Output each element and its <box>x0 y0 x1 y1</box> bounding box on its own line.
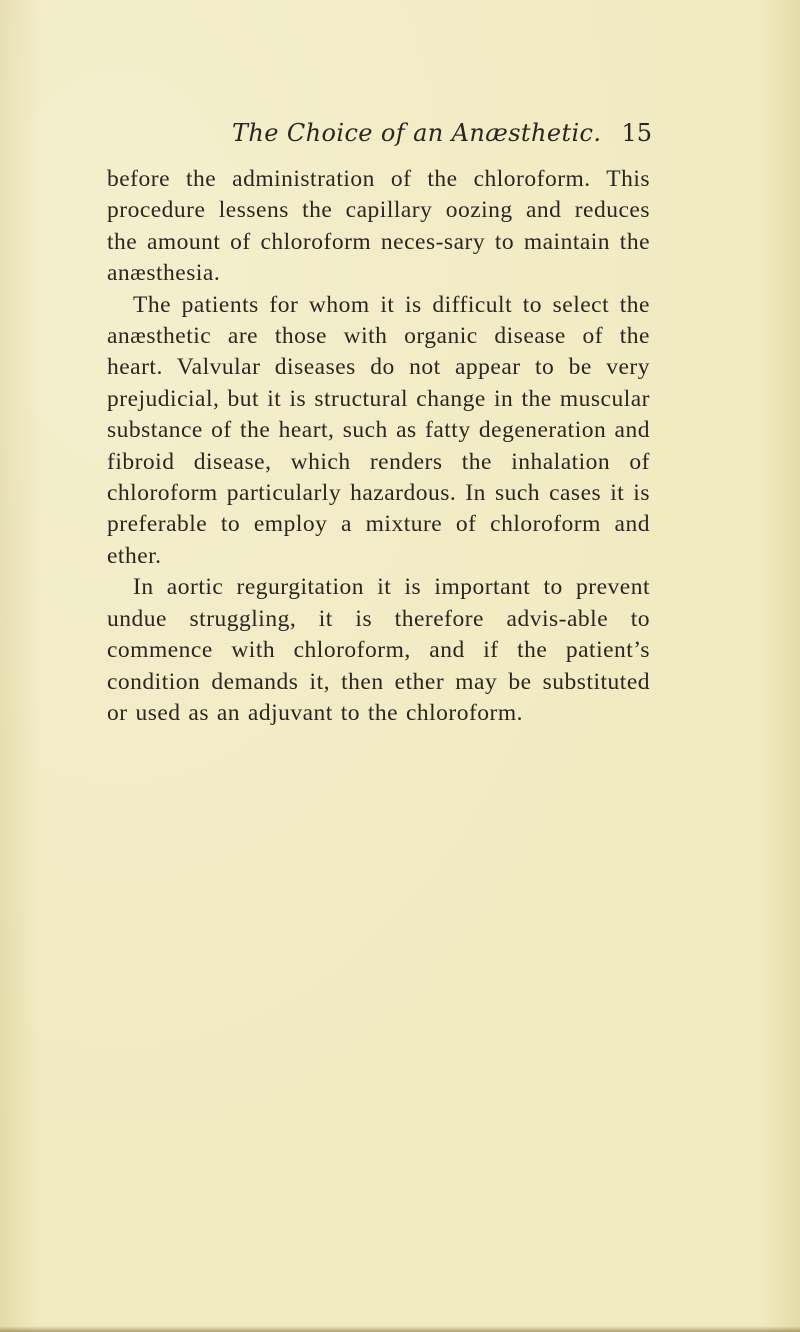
page-number: 15 <box>621 119 652 147</box>
body-text <box>107 164 650 729</box>
paragraph-heart-disease: The patients for whom it is difficult to select the anæsthetic are those with organic disease of the heart. Valvular diseases do not appear to be very prejudicial, but it is structural change in the muscular substance of the heart, such as fatty degeneration and fibroid disease, which renders the inhalation of chloroform particularly hazardous. In such cases it is preferable to employ a mixture of chloroform and ether. <box>107 291 650 569</box>
paragraph-aortic-regurgitation: In aortic regurgitation it is important to prevent undue struggling, it is therefore advis-able to commence with chloroform, and if the patient’s condition demands it, then ether may be substituted or used as an adjuvant to the chloroform. <box>107 574 650 726</box>
paragraph-continuation: before the administration of the chloroform. This procedure lessens the capillary oozing and reduces the amount of chloroform neces-sary to maintain the anæsthesia. <box>107 166 650 287</box>
running-head-title: The Choice of an Anæsthetic. <box>232 119 602 147</box>
page-bottom-edge <box>0 1326 800 1332</box>
running-head <box>232 115 652 151</box>
